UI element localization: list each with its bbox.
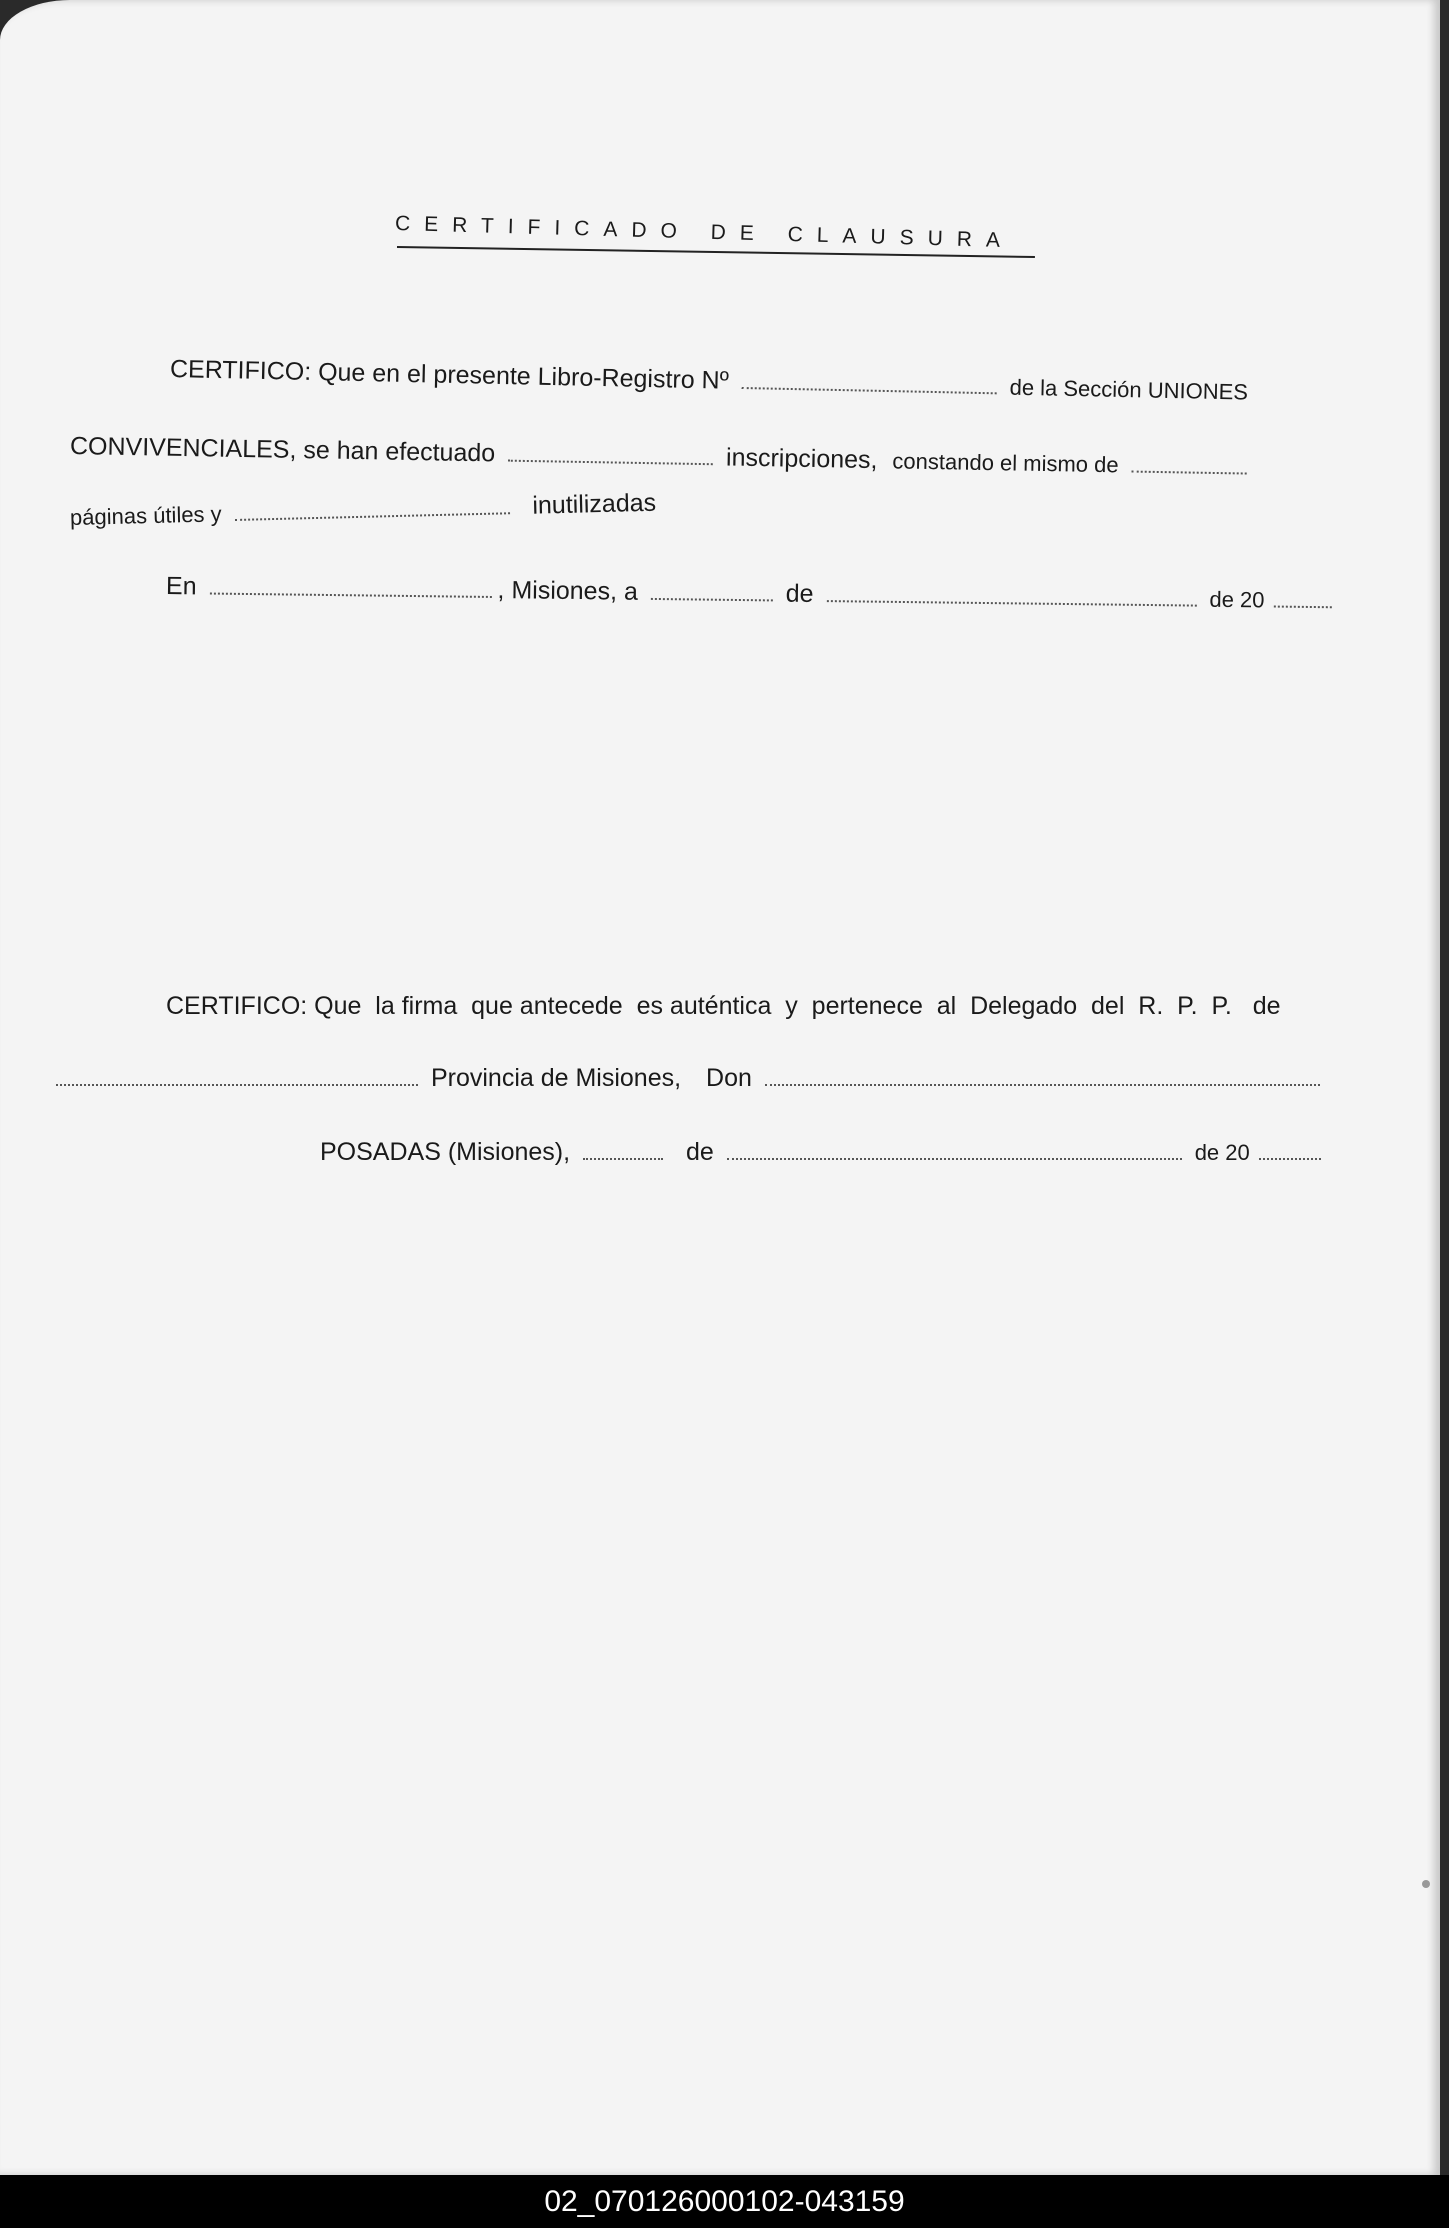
p1-line-4-text-c: de bbox=[785, 579, 814, 608]
certificate-title: CERTIFICADO DE CLAUSURA bbox=[394, 212, 1015, 253]
registro-number-blank bbox=[742, 386, 997, 394]
p2-line-1-text: CERTIFICO: Que la firma que antecede es auténtica y pertenece al Delegado del R. P. P. de bbox=[166, 992, 1281, 1020]
p1-line-1 bbox=[170, 355, 1249, 407]
p2-mes-blank bbox=[727, 1157, 1182, 1160]
delegado-nombre-blank bbox=[765, 1083, 1320, 1086]
p2-line-2-text-a: Provincia de Misiones, bbox=[430, 1064, 682, 1092]
p2-line-3-text-c: de 20 bbox=[1194, 1140, 1250, 1165]
p2-anio-blank bbox=[1259, 1157, 1321, 1160]
mes-blank bbox=[826, 599, 1196, 607]
p2-line-2 bbox=[56, 1064, 1326, 1093]
p1-line-2-text-c: constando el mismo de bbox=[892, 448, 1119, 478]
p1-line-4-text-b: , Misiones, a bbox=[497, 576, 639, 606]
p2-dia-blank bbox=[583, 1157, 663, 1160]
anio-blank bbox=[1273, 605, 1331, 609]
paginas-blank bbox=[1131, 470, 1246, 475]
p2-line-3-text-a: POSADAS (Misiones), bbox=[320, 1138, 571, 1166]
p2-line-3 bbox=[320, 1138, 1327, 1167]
p1-line-3 bbox=[70, 489, 657, 532]
scan-footer bbox=[0, 2175, 1449, 2228]
p1-line-4-text-a: En bbox=[165, 572, 197, 601]
delegacion-blank bbox=[56, 1083, 418, 1086]
p2-line-2-text-b: Don bbox=[706, 1064, 752, 1092]
dia-blank bbox=[651, 597, 773, 601]
p1-line-3-text-a: páginas útiles y bbox=[69, 501, 222, 530]
p1-line-1-text-a: CERTIFICO: Que en el presente Libro-Registro Nº bbox=[169, 355, 730, 395]
p1-line-3-text-b: inutilizadas bbox=[532, 488, 657, 520]
p1-line-4 bbox=[166, 572, 1338, 615]
p1-line-4-text-d: de 20 bbox=[1209, 586, 1265, 613]
inscripciones-blank bbox=[508, 459, 713, 466]
p1-line-1-text-b: de la Sección UNIONES bbox=[1009, 374, 1249, 405]
p1-line-2-text-b: inscripciones, bbox=[725, 443, 878, 475]
p2-line-1 bbox=[166, 992, 1281, 1021]
p1-line-2-text-a: CONVIVENCIALES, se han efectuado bbox=[69, 432, 496, 468]
lugar-blank bbox=[209, 592, 491, 598]
utiles-blank bbox=[235, 511, 510, 521]
p2-line-3-text-b: de bbox=[685, 1138, 714, 1166]
p1-line-2 bbox=[70, 432, 1253, 482]
page-speck bbox=[1422, 1880, 1430, 1888]
file-id-label: 02_070126000102-043159 bbox=[544, 2185, 905, 2218]
